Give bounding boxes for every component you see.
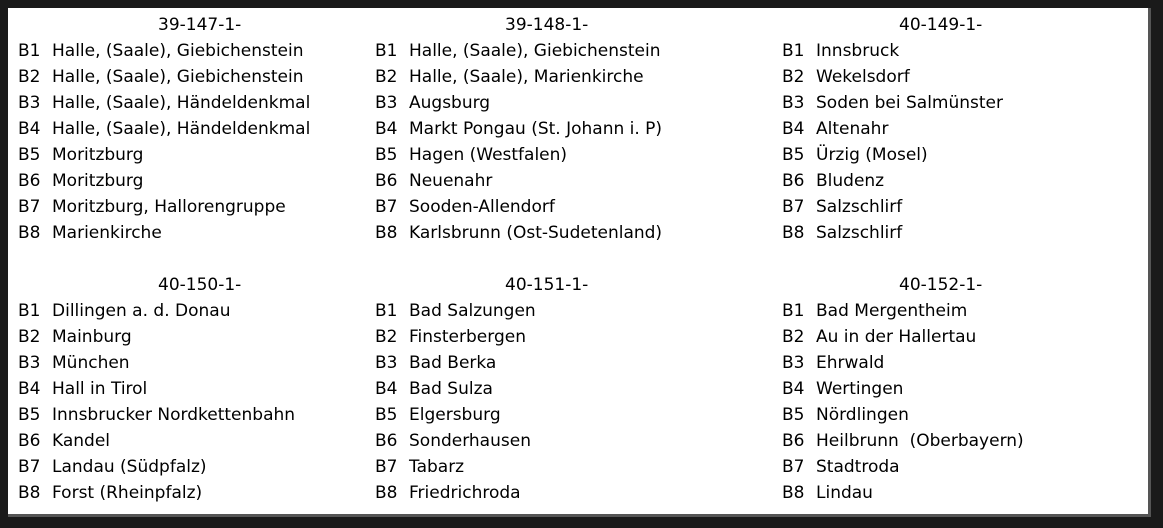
item-name: Dillingen a. d. Donau xyxy=(52,301,231,321)
item-name: Forst (Rheinpfalz) xyxy=(52,483,203,503)
item-name: Moritzburg xyxy=(52,171,144,191)
item-name: Salzschlirf xyxy=(816,223,903,243)
list-item xyxy=(782,324,976,350)
list-item xyxy=(375,142,567,168)
list-item xyxy=(18,376,147,402)
item-code: B7 xyxy=(782,197,805,217)
item-name: Salzschlirf xyxy=(816,197,903,217)
item-name: Finsterbergen xyxy=(409,327,526,347)
item-code: B6 xyxy=(18,171,41,191)
item-code: B1 xyxy=(782,41,805,61)
item-name: Altenahr xyxy=(816,119,889,139)
list-item xyxy=(18,90,310,116)
item-name: Halle, (Saale), Giebichenstein xyxy=(52,67,304,87)
list-item xyxy=(782,142,928,168)
item-code: B7 xyxy=(18,457,41,477)
list-item xyxy=(375,454,464,480)
group-title: 40-149-1- xyxy=(899,15,983,35)
item-code: B2 xyxy=(18,327,41,347)
list-item xyxy=(375,90,490,116)
group-title: 39-148-1- xyxy=(505,15,589,35)
list-item xyxy=(782,298,967,324)
list-item xyxy=(782,480,873,506)
item-name: Bad Sulza xyxy=(409,379,493,399)
list-item xyxy=(782,428,1024,454)
list-item xyxy=(375,324,526,350)
document-sheet xyxy=(8,8,1151,517)
list-item xyxy=(782,220,902,246)
item-code: B3 xyxy=(782,93,805,113)
item-code: B4 xyxy=(375,119,398,139)
item-code: B6 xyxy=(375,431,398,451)
list-item xyxy=(18,480,202,506)
list-item xyxy=(375,168,492,194)
list-item xyxy=(782,38,899,64)
item-name: Hall in Tirol xyxy=(52,379,148,399)
item-code: B6 xyxy=(782,171,805,191)
item-code: B1 xyxy=(375,301,398,321)
item-code: B5 xyxy=(375,145,398,165)
list-item xyxy=(375,298,536,324)
item-name: Heilbrunn (Oberbayern) xyxy=(816,431,1024,451)
item-name: Bad Berka xyxy=(409,353,497,373)
item-code: B7 xyxy=(18,197,41,217)
item-name: Bad Mergentheim xyxy=(816,301,968,321)
list-item xyxy=(782,64,910,90)
list-item xyxy=(18,194,286,220)
item-code: B5 xyxy=(375,405,398,425)
item-name: Friedrichroda xyxy=(409,483,521,503)
item-name: Tabarz xyxy=(409,457,465,477)
item-code: B1 xyxy=(782,301,805,321)
list-item xyxy=(18,350,130,376)
group-title: 40-151-1- xyxy=(505,275,589,295)
item-name: München xyxy=(52,353,130,373)
list-item xyxy=(782,454,900,480)
item-name: Halle, (Saale), Marienkirche xyxy=(409,67,644,87)
item-name: Landau (Südpfalz) xyxy=(52,457,207,477)
item-name: Halle, (Saale), Händeldenkmal xyxy=(52,119,311,139)
item-name: Innsbrucker Nordkettenbahn xyxy=(52,405,296,425)
item-name: Kandel xyxy=(52,431,111,451)
item-code: B4 xyxy=(782,379,805,399)
item-code: B3 xyxy=(375,93,398,113)
list-item xyxy=(375,350,496,376)
list-item xyxy=(18,142,143,168)
item-code: B2 xyxy=(18,67,41,87)
list-item xyxy=(782,168,884,194)
item-name: Halle, (Saale), Giebichenstein xyxy=(52,41,304,61)
item-name: Bad Salzungen xyxy=(409,301,536,321)
item-code: B7 xyxy=(375,197,398,217)
list-item xyxy=(375,194,555,220)
list-item xyxy=(782,402,909,428)
item-code: B3 xyxy=(18,93,41,113)
list-item xyxy=(782,90,1003,116)
list-item xyxy=(18,220,162,246)
item-code: B2 xyxy=(375,67,398,87)
item-name: Wertingen xyxy=(816,379,904,399)
list-item xyxy=(18,38,304,64)
list-item xyxy=(782,350,884,376)
item-name: Karlsbrunn (Ost-Sudetenland) xyxy=(409,223,663,243)
list-item xyxy=(375,38,661,64)
item-code: B3 xyxy=(375,353,398,373)
item-code: B6 xyxy=(18,431,41,451)
item-name: Augsburg xyxy=(409,93,491,113)
item-code: B8 xyxy=(375,483,398,503)
item-name: Markt Pongau (St. Johann i. P) xyxy=(409,119,663,139)
item-code: B2 xyxy=(782,327,805,347)
item-name: Bludenz xyxy=(816,171,885,191)
list-item xyxy=(375,64,644,90)
item-name: Elgersburg xyxy=(409,405,501,425)
item-name: Halle, (Saale), Händeldenkmal xyxy=(52,93,311,113)
item-code: B4 xyxy=(18,119,41,139)
item-code: B2 xyxy=(375,327,398,347)
item-code: B4 xyxy=(375,379,398,399)
group-title: 39-147-1- xyxy=(158,15,242,35)
item-code: B2 xyxy=(782,67,805,87)
list-item xyxy=(375,428,531,454)
item-code: B7 xyxy=(782,457,805,477)
list-item xyxy=(18,168,143,194)
item-code: B5 xyxy=(18,145,41,165)
item-name: Halle, (Saale), Giebichenstein xyxy=(409,41,661,61)
item-code: B3 xyxy=(18,353,41,373)
item-name: Soden bei Salmünster xyxy=(816,93,1004,113)
item-name: Ürzig (Mosel) xyxy=(816,145,928,165)
group-title: 40-152-1- xyxy=(899,275,983,295)
list-item xyxy=(375,402,501,428)
item-name: Mainburg xyxy=(52,327,132,347)
item-code: B4 xyxy=(782,119,805,139)
item-name: Au in der Hallertau xyxy=(816,327,977,347)
list-item xyxy=(782,116,888,142)
list-item xyxy=(18,454,207,480)
item-code: B1 xyxy=(18,301,41,321)
list-item xyxy=(375,376,493,402)
item-name: Moritzburg, Hallorengruppe xyxy=(52,197,286,217)
item-name: Lindau xyxy=(816,483,873,503)
list-item xyxy=(375,480,521,506)
item-code: B8 xyxy=(782,223,805,243)
list-item xyxy=(375,220,662,246)
item-name: Sooden-Allendorf xyxy=(409,197,555,217)
item-name: Hagen (Westfalen) xyxy=(409,145,568,165)
list-item xyxy=(18,428,110,454)
item-code: B4 xyxy=(18,379,41,399)
item-code: B6 xyxy=(782,431,805,451)
list-item xyxy=(18,298,230,324)
list-item xyxy=(782,194,902,220)
list-item xyxy=(782,376,903,402)
item-name: Ehrwald xyxy=(816,353,885,373)
item-name: Innsbruck xyxy=(816,41,900,61)
item-code: B8 xyxy=(18,483,41,503)
list-item xyxy=(18,116,310,142)
item-code: B8 xyxy=(18,223,41,243)
item-name: Stadtroda xyxy=(816,457,900,477)
list-item xyxy=(18,324,132,350)
item-name: Nördlingen xyxy=(816,405,909,425)
item-code: B5 xyxy=(782,145,805,165)
item-code: B5 xyxy=(18,405,41,425)
item-code: B6 xyxy=(375,171,398,191)
list-item xyxy=(18,402,295,428)
item-code: B8 xyxy=(782,483,805,503)
item-code: B1 xyxy=(18,41,41,61)
item-name: Wekelsdorf xyxy=(816,67,910,87)
item-code: B8 xyxy=(375,223,398,243)
group-title: 40-150-1- xyxy=(158,275,242,295)
item-code: B1 xyxy=(375,41,398,61)
item-name: Neuenahr xyxy=(409,171,493,191)
item-name: Sonderhausen xyxy=(409,431,531,451)
item-code: B3 xyxy=(782,353,805,373)
list-item xyxy=(375,116,662,142)
list-item xyxy=(18,64,304,90)
item-name: Moritzburg xyxy=(52,145,144,165)
item-name: Marienkirche xyxy=(52,223,162,243)
item-code: B5 xyxy=(782,405,805,425)
item-code: B7 xyxy=(375,457,398,477)
